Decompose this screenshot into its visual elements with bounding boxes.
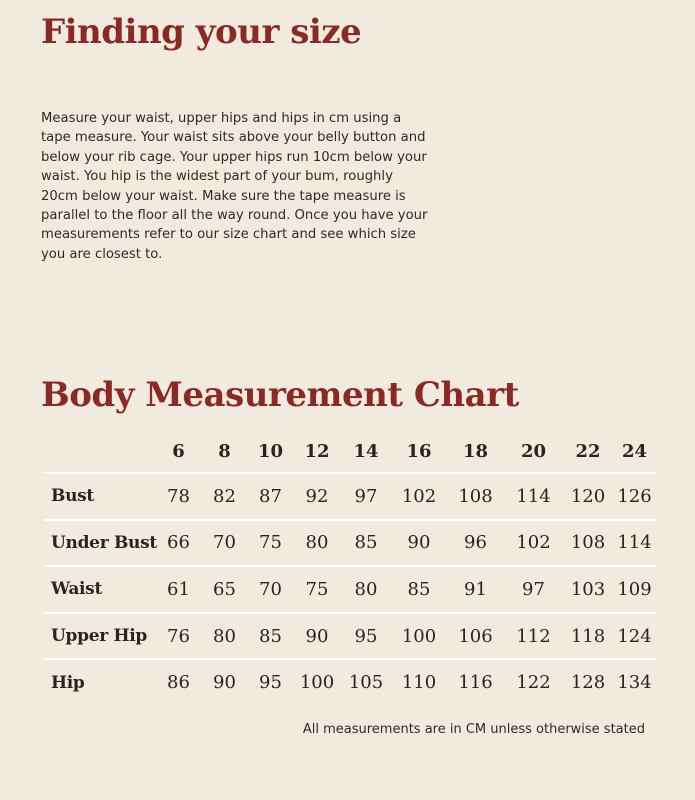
table-cell: 105 [348, 672, 384, 694]
row-label: Bust [51, 486, 94, 507]
table-cell: 70 [259, 578, 282, 600]
table-cell: 134 [617, 672, 652, 694]
size-header: 18 [462, 440, 489, 462]
header-corner [44, 430, 156, 473]
table-cell: 95 [259, 672, 282, 694]
intro-paragraph: Measure your waist, upper hips and hips in cm using a tape measure. Your waist sits above your belly button and below your rib cage. Your upper hips run 10cm below your waist. You hip is the widest part of your bum, roughly 20cm below your waist. Make sure the tape measure is parallel to the floor all the way round. Once you have your measurements refer to our size chart and see which size you are closest to. [41, 111, 428, 262]
size-header: 22 [575, 440, 601, 462]
table-cell: 90 [407, 532, 431, 554]
table-cell: 108 [458, 485, 493, 507]
table-cell: 86 [167, 672, 190, 694]
table-cell: 100 [401, 625, 437, 647]
row-label: Under Bust [51, 532, 157, 553]
table-cell: 75 [259, 532, 282, 554]
table-cell: 103 [570, 578, 606, 600]
size-header: 16 [406, 440, 432, 462]
table-cell: 95 [354, 625, 378, 647]
table-cell: 128 [570, 672, 606, 694]
table-cell: 90 [305, 625, 329, 647]
size-header: 8 [218, 440, 231, 462]
table-cell: 114 [617, 532, 652, 554]
table-cell: 76 [167, 625, 190, 647]
table-cell: 80 [354, 578, 378, 600]
table-cell: 100 [299, 672, 335, 694]
table-cell: 122 [516, 672, 551, 694]
size-chart-table [44, 430, 656, 705]
table-cell: 106 [458, 625, 493, 647]
row-label: Hip [51, 672, 85, 693]
table-cell: 85 [354, 532, 378, 554]
table-row-hip [44, 659, 656, 705]
table-cell: 66 [167, 532, 190, 554]
table-row-bust [44, 473, 656, 520]
row-label: Waist [51, 579, 103, 600]
table-cell: 85 [407, 578, 431, 600]
table-cell: 112 [516, 625, 551, 647]
table-cell: 102 [401, 485, 437, 507]
size-header: 6 [172, 440, 185, 462]
table-row-upper-hip [44, 613, 656, 660]
size-header-row [44, 430, 656, 473]
table-cell: 92 [305, 485, 329, 507]
table-cell: 109 [617, 578, 652, 600]
measurement-footnote: All measurements are in CM unless otherwise stated [302, 722, 645, 737]
table-cell: 61 [167, 578, 190, 600]
page-title: Finding your size [41, 12, 362, 52]
table-row-under-bust [44, 520, 656, 567]
table-cell: 70 [213, 532, 236, 554]
table-cell: 80 [305, 532, 329, 554]
table-cell: 75 [305, 578, 329, 600]
row-label: Upper Hip [51, 626, 147, 647]
table-cell: 87 [259, 485, 282, 507]
table-cell: 120 [570, 485, 606, 507]
table-cell: 80 [213, 625, 236, 647]
size-header: 14 [353, 440, 379, 462]
table-cell: 90 [213, 672, 236, 694]
table-cell: 116 [458, 672, 493, 694]
table-cell: 108 [570, 532, 606, 554]
size-header: 10 [257, 440, 284, 462]
table-row-waist [44, 566, 656, 613]
size-header: 20 [520, 440, 547, 462]
table-cell: 102 [516, 532, 551, 554]
size-header: 24 [621, 440, 648, 462]
table-cell: 82 [213, 485, 236, 507]
table-cell: 97 [354, 485, 378, 507]
table-cell: 97 [522, 578, 545, 600]
table-cell: 91 [464, 578, 487, 600]
table-cell: 126 [617, 485, 652, 507]
table-cell: 65 [213, 578, 236, 600]
table-cell: 110 [401, 672, 437, 694]
size-header: 12 [304, 440, 330, 462]
table-cell: 124 [617, 625, 652, 647]
table-cell: 114 [516, 485, 551, 507]
table-cell: 85 [259, 625, 282, 647]
table-cell: 78 [167, 485, 190, 507]
chart-title: Body Measurement Chart [41, 375, 519, 415]
table-cell: 118 [570, 625, 606, 647]
table-cell: 96 [464, 532, 487, 554]
